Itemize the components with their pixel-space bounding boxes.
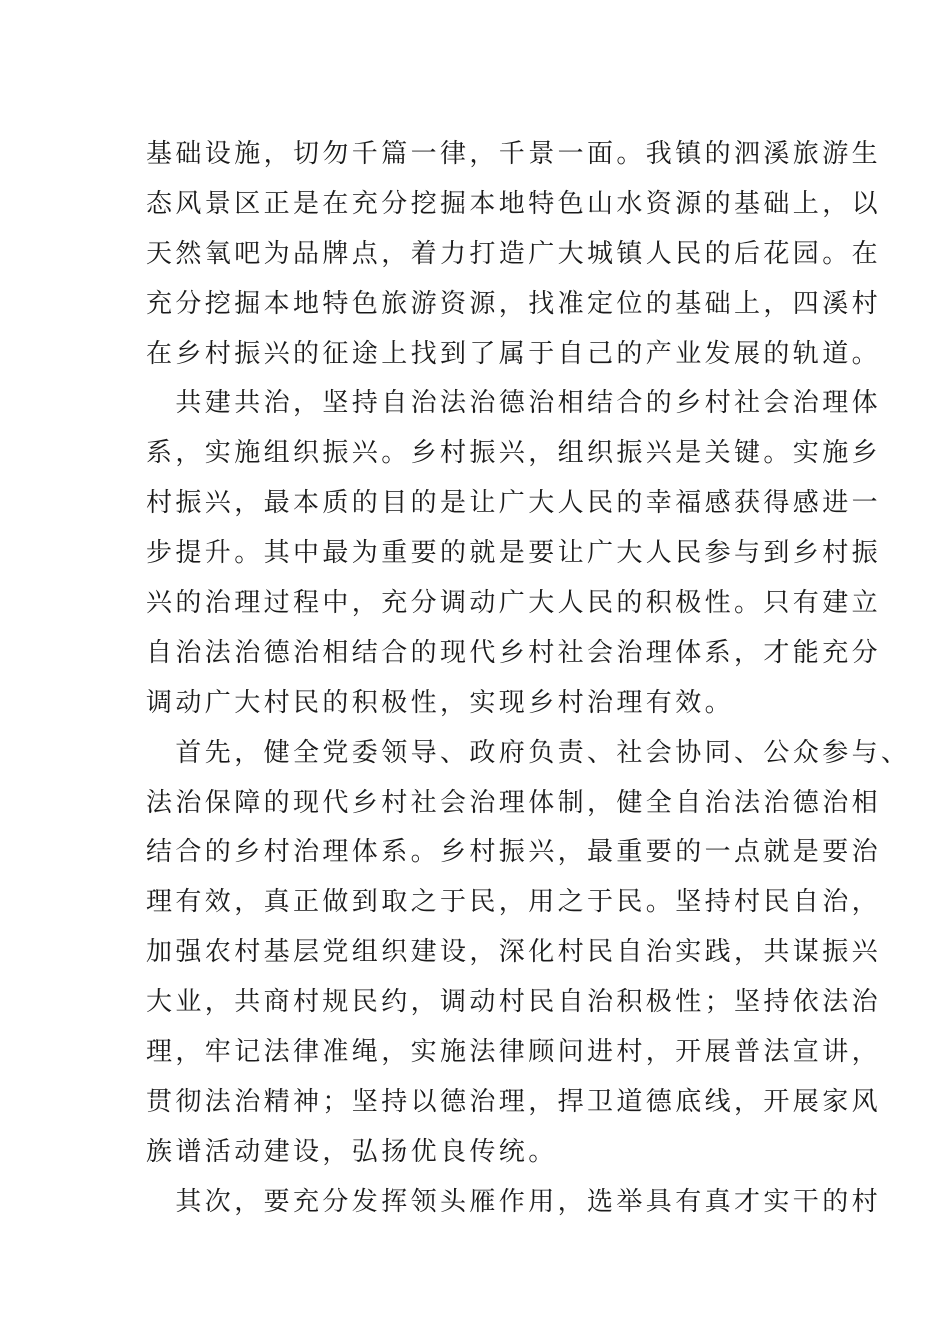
- text-line: 充分挖掘本地特色旅游资源，找准定位的基础上，四溪村: [146, 288, 882, 319]
- text-line: 态风景区正是在充分挖掘本地特色山水资源的基础上，以: [146, 188, 882, 219]
- text-line: 村振兴，最本质的目的是让广大人民的幸福感获得感进一: [146, 488, 882, 519]
- text-line: 法治保障的现代乡村社会治理体制，健全自治法治德治相: [146, 787, 882, 818]
- text-line: 结合的乡村治理体系。乡村振兴，最重要的一点就是要治: [146, 837, 882, 868]
- text-line: 步提升。其中最为重要的就是要让广大人民参与到乡村振: [146, 538, 882, 569]
- text-line: 其次，要充分发挥领头雁作用，选举具有真才实干的村: [146, 1186, 882, 1217]
- text-line: 基础设施，切勿千篇一律，千景一面。我镇的泗溪旅游生: [146, 139, 882, 169]
- text-line: 理，牢记法律准绳，实施法律顾问进村，开展普法宣讲，: [146, 1037, 882, 1068]
- text-line: 调动广大村民的积极性，实现乡村治理有效。: [146, 687, 735, 718]
- text-line: 贯彻法治精神；坚持以德治理，捍卫道德底线，开展家风: [146, 1086, 882, 1117]
- text-line: 自治法治德治相结合的现代乡村社会治理体系，才能充分: [146, 637, 882, 668]
- text-line: 天然氧吧为品牌点，着力打造广大城镇人民的后花园。在: [146, 238, 882, 269]
- text-line: 大业，共商村规民约，调动村民自治积极性；坚持依法治: [146, 987, 882, 1018]
- text-line: 系，实施组织振兴。乡村振兴，组织振兴是关键。实施乡: [146, 438, 882, 469]
- text-line: 首先，健全党委领导、政府负责、社会协同、公众参与、: [146, 737, 911, 768]
- text-line: 加强农村基层党组织建设，深化村民自治实践，共谋振兴: [146, 937, 882, 968]
- body-text: [146, 130, 911, 1228]
- text-line: 兴的治理过程中，充分调动广大人民的积极性。只有建立: [146, 588, 882, 619]
- text-line: 理有效，真正做到取之于民，用之于民。坚持村民自治，: [146, 887, 882, 918]
- text-line: 共建共治，坚持自治法治德治相结合的乡村社会治理体: [146, 388, 882, 419]
- text-line: 族谱活动建设，弘扬优良传统。: [146, 1136, 558, 1167]
- text-line: 在乡村振兴的征途上找到了属于自己的产业发展的轨道。: [146, 338, 882, 369]
